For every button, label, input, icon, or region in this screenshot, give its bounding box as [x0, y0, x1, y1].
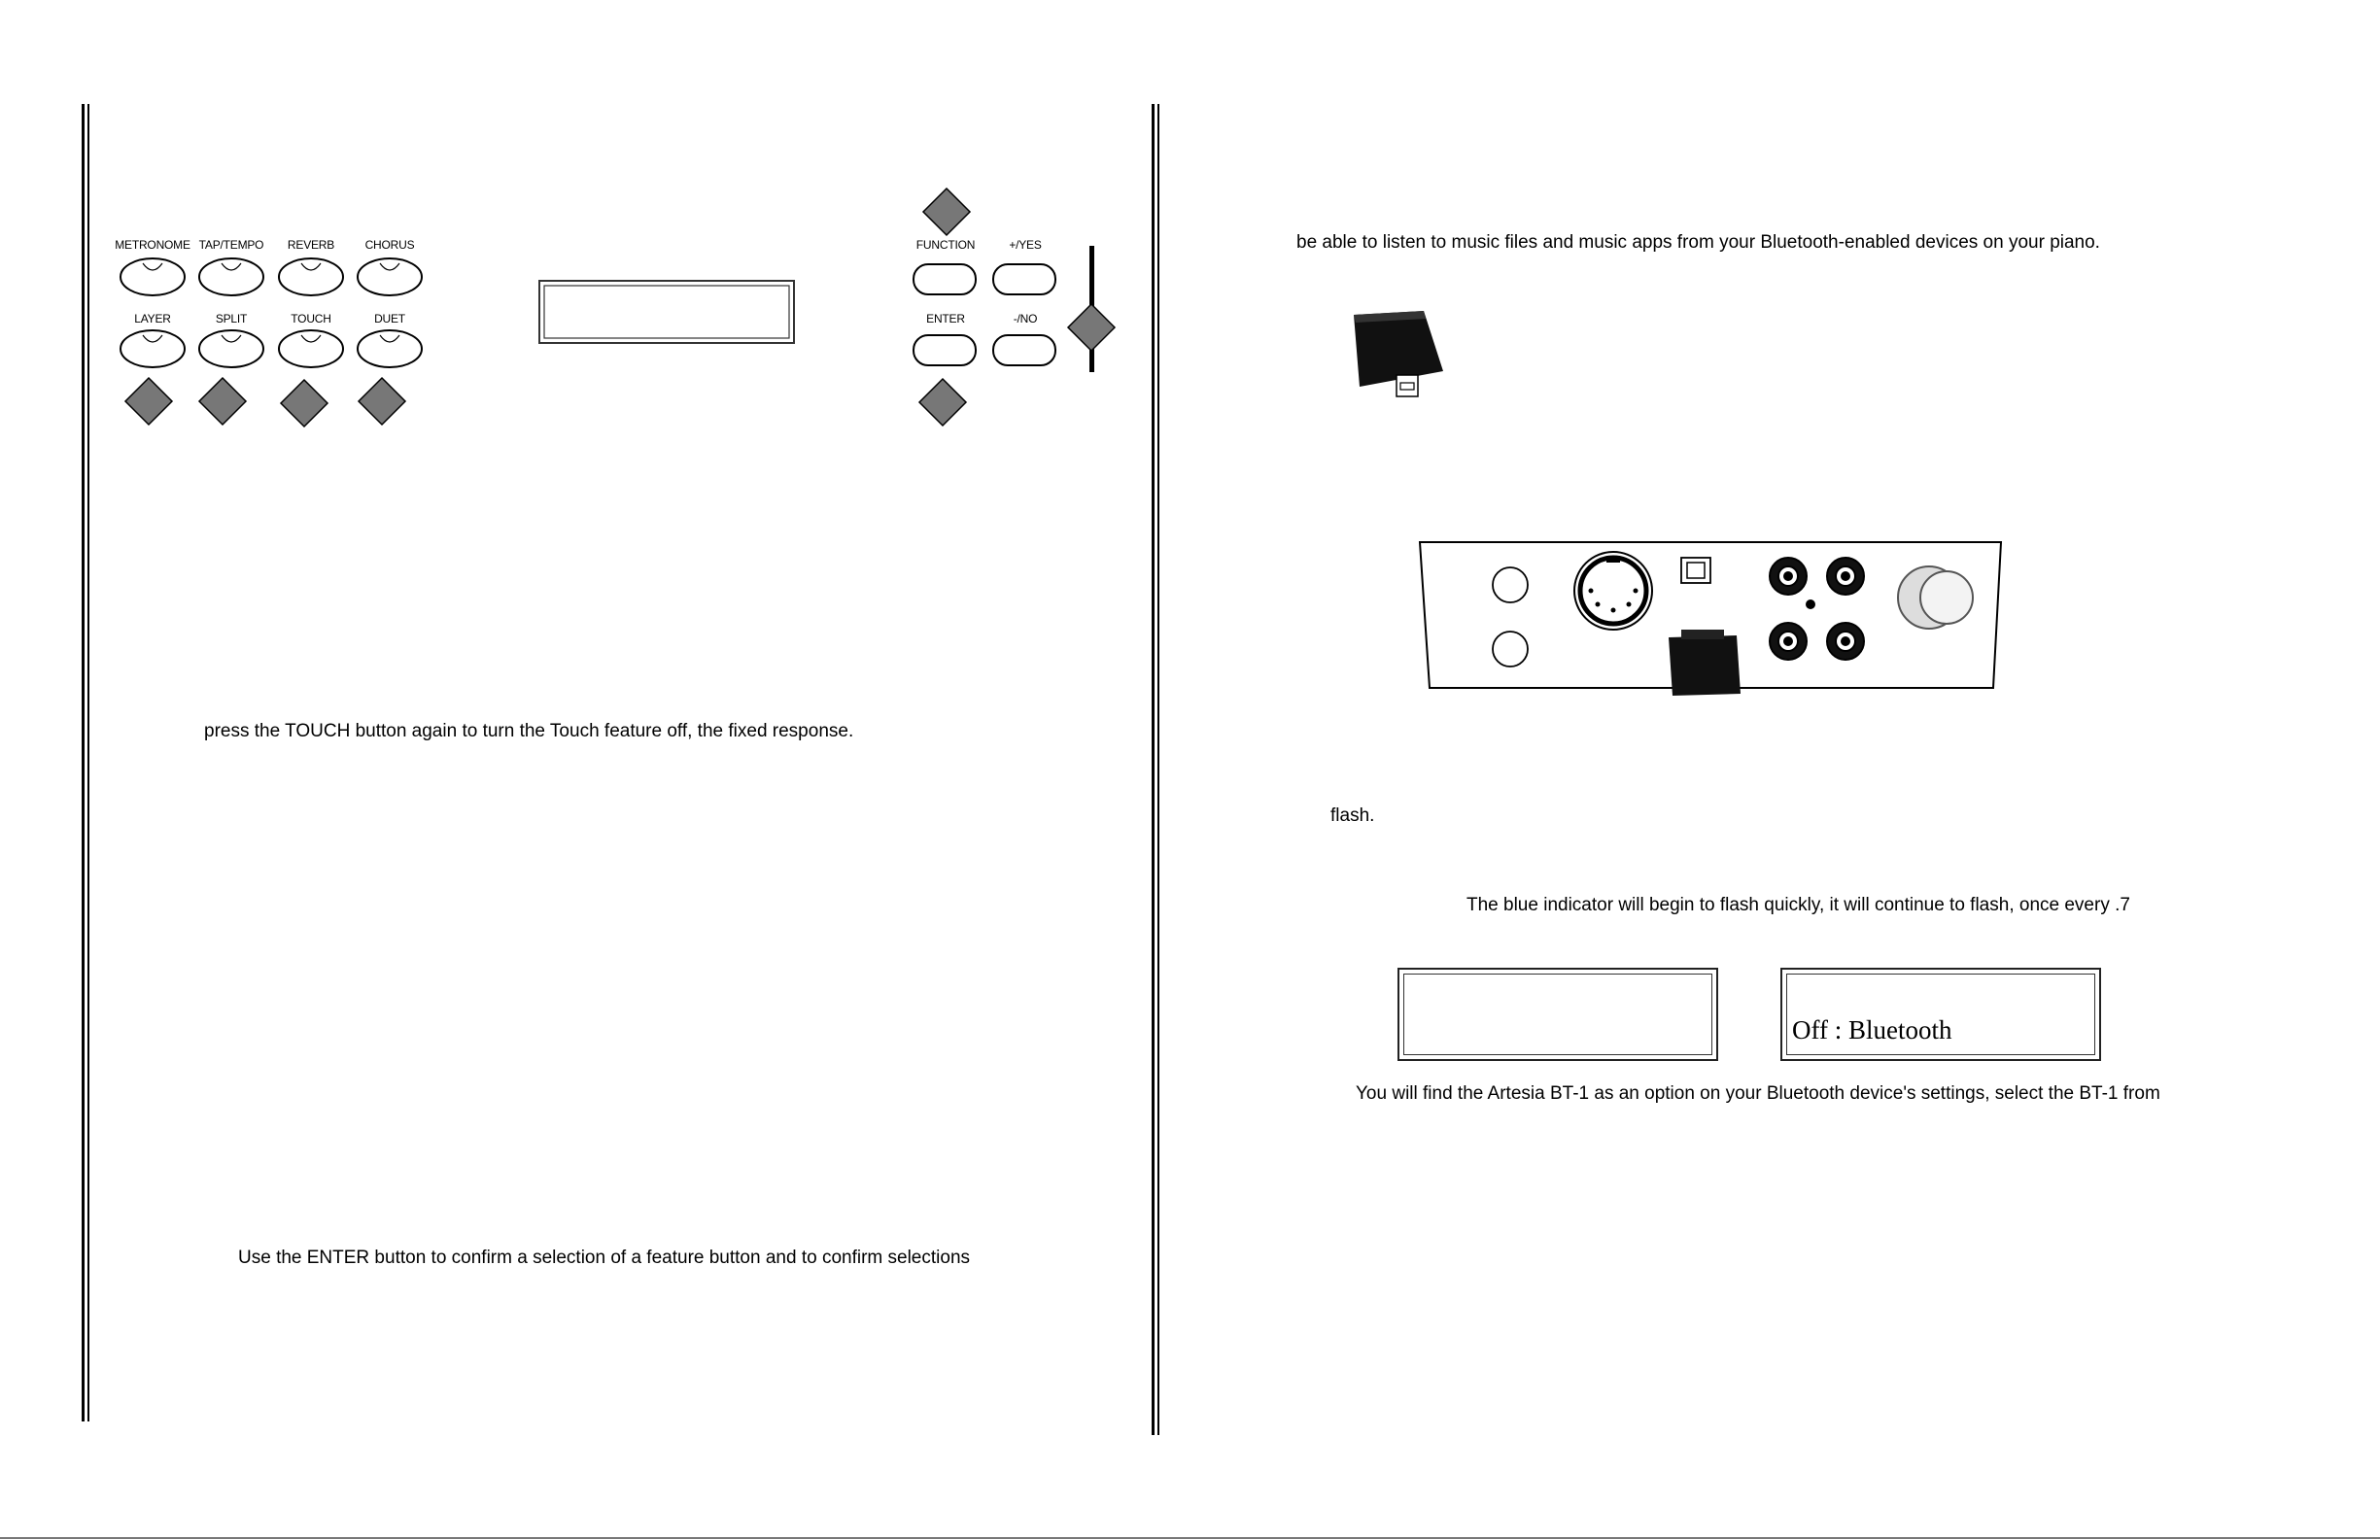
chorus-button-shape: [358, 258, 422, 295]
function-button-shape: [914, 264, 976, 294]
lcd-display-left: [1397, 968, 1718, 1061]
enter-paragraph: Use the ENTER button to confirm a selection of a feature button and to confirm selections: [238, 1248, 971, 1268]
chorus-label: CHORUS: [364, 238, 415, 252]
touch-paragraph: press the TOUCH button again to turn the Touch feature off, the fixed response.: [204, 721, 854, 741]
blue-indicator-paragraph: The blue indicator will begin to flash quickly, it will continue to flash, once every .7: [1466, 895, 2130, 915]
metronome-button-shape: [121, 258, 185, 295]
panel-lcd: [539, 281, 794, 343]
metronome-label: METRONOME: [115, 238, 190, 252]
touch-label: TOUCH: [291, 312, 331, 325]
function-label: FUNCTION: [915, 238, 976, 252]
callout-diamond: [919, 379, 966, 426]
reverb-button-shape: [279, 258, 343, 295]
yes-button-shape: [993, 264, 1055, 294]
layer-button-shape: [121, 330, 185, 367]
tap-tempo-label: TAP/TEMPO: [198, 238, 264, 252]
split-button-shape: [199, 330, 263, 367]
control-panel-illustration: [97, 180, 1127, 442]
enter-button-shape: [914, 335, 976, 365]
layer-label: LAYER: [134, 312, 171, 325]
yes-label: +/YES: [1009, 238, 1042, 252]
callout-diamond: [199, 378, 246, 425]
rear-panel-illustration: [1414, 534, 2007, 704]
lcd-bluetooth-status: Off : Bluetooth: [1792, 1015, 1952, 1044]
duet-button-shape: [358, 330, 422, 367]
callout-diamond: [923, 188, 970, 235]
no-button-shape: [993, 335, 1055, 365]
touch-button-shape: [279, 330, 343, 367]
listen-paragraph: be able to listen to music files and music apps from your Bluetooth-enabled devices on your piano.: [1296, 232, 2100, 253]
left-page-rule: [82, 104, 85, 1421]
no-label: -/NO: [1013, 312, 1038, 325]
tap-tempo-button-shape: [199, 258, 263, 295]
reverb-label: REVERB: [287, 238, 335, 252]
callout-diamond: [1068, 304, 1115, 351]
callout-diamond: [359, 378, 405, 425]
duet-label: DUET: [374, 312, 405, 325]
panel-buttons-drawing: [97, 180, 1127, 442]
split-label: SPLIT: [215, 312, 248, 325]
bottom-rule: [0, 1537, 2380, 1539]
center-page-rule: [1152, 104, 1155, 1435]
callout-diamond: [125, 378, 172, 425]
bluetooth-dongle-illustration: [1346, 307, 1453, 404]
callout-diamond: [281, 380, 328, 427]
lcd-display-bluetooth: [1780, 968, 2101, 1061]
flash-paragraph: flash.: [1330, 805, 1375, 826]
enter-label: ENTER: [926, 312, 965, 325]
find-device-paragraph: You will find the Artesia BT-1 as an option on your Bluetooth device's settings, select the BT-1 from: [1356, 1083, 2160, 1104]
